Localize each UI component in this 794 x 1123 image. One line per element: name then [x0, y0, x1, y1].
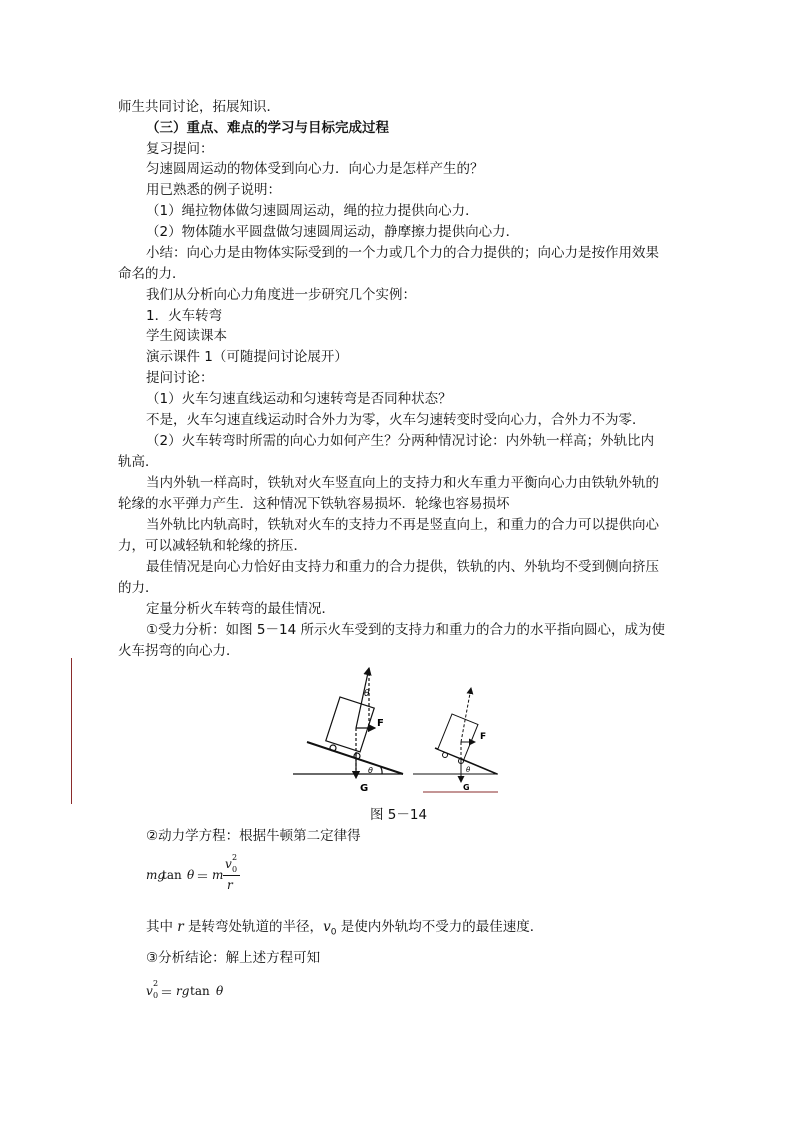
theta-label: θ — [368, 766, 373, 775]
theta-label: θ — [364, 689, 370, 699]
eq-numerator-v: v — [225, 857, 232, 871]
text-line: （1）绳拉物体做匀速圆周运动，绳的拉力提供向心力． — [146, 203, 479, 219]
force-label-G: G — [360, 783, 369, 794]
eq-lhs: mg — [146, 868, 166, 882]
text-span: 其中 — [146, 919, 178, 935]
text-line: ③分析结论：解上述方程可知 — [146, 950, 321, 966]
var-r: r — [177, 919, 184, 935]
force-label-F: F — [377, 718, 384, 729]
eq-theta: θ — [187, 868, 195, 882]
text-line: 用已熟悉的例子说明： — [146, 182, 281, 198]
train-turn-figure — [285, 660, 515, 800]
eq2-equals: ＝ — [160, 986, 174, 1001]
text-line: 力，可以减轻轨和轮缘的挤压． — [118, 538, 307, 554]
text-line: 提问讨论： — [146, 370, 214, 386]
text-line: ①受力分析：如图 5－14 所示火车受到的支持力和重力的合力的水平指向圆心，成为使 — [146, 622, 665, 638]
eq2-tan: tan — [190, 984, 210, 998]
eq2-sup: 2 — [153, 979, 159, 988]
theta-label: θ — [466, 766, 471, 774]
fraction-bar — [223, 875, 240, 876]
eq-m: m — [212, 868, 224, 882]
text-line: （2）火车转弯时所需的向心力如何产生？分两种情况讨论：内外轨一样高；外轨比内 — [146, 433, 655, 449]
text-line: 师生共同讨论，拓展知识． — [118, 99, 280, 115]
section-heading: （三）重点、难点的学习与目标完成过程 — [146, 120, 389, 136]
text-line: 复习提问： — [146, 141, 214, 157]
text-line: （1）火车匀速直线运动和匀速转弯是否同种状态？ — [146, 391, 452, 407]
margin-line — [71, 658, 72, 804]
text-line: 我们从分析向心力角度进一步研究几个实例： — [146, 287, 416, 303]
text-line: ②动力学方程：根据牛顿第二定律得 — [146, 828, 361, 844]
eq-numerator-sub: 0 — [232, 865, 238, 874]
text-line: 轮缘的水平弹力产生．这种情况下铁轨容易损坏．轮缘也容易损坏 — [118, 496, 510, 512]
eq2-theta: θ — [216, 984, 224, 998]
train-box — [326, 697, 374, 752]
text-span: 是转弯处轨道的半径， — [183, 919, 324, 935]
text-line: 学生阅读课本 — [146, 328, 227, 344]
text-line: 最佳情况是向心力恰好由支持力和重力的合力提供，铁轨的内、外轨均不受到侧向挤压 — [146, 559, 659, 575]
eq-numerator-sup: 2 — [232, 853, 238, 862]
text-line: 命名的力． — [118, 266, 186, 282]
text-line: 不是，火车匀速直线运动时合外力为零，火车匀速转变时受向心力，合外力不为零． — [146, 412, 646, 428]
left-diagram — [293, 668, 403, 778]
text-line: 轨高． — [118, 454, 159, 470]
text-line — [146, 917, 543, 943]
text-line: （2）物体随水平圆盘做匀速圆周运动，静摩擦力提供向心力． — [146, 224, 520, 240]
eq2-rg: rg — [176, 984, 190, 998]
text-line: 小结：向心力是由物体实际受到的一个力或几个力的合力提供的；向心力是按作用效果 — [146, 245, 659, 261]
text-span: 是使内外轨均不受力的最佳速度． — [336, 919, 544, 935]
text-line: 定量分析火车转弯的最佳情况． — [146, 601, 335, 617]
text-line: 匀速圆周运动的物体受到向心力．向心力是怎样产生的？ — [146, 161, 484, 177]
wheel — [443, 753, 448, 758]
text-line: 的力． — [118, 580, 159, 596]
text-line: 演示课件 1（可随提问讨论展开） — [146, 349, 348, 365]
eq-equals: ＝ — [196, 870, 210, 885]
text-line: 火车拐弯的向心力． — [118, 643, 240, 659]
figure-caption: 图 5－14 — [370, 807, 428, 823]
eq-tan: tan — [162, 868, 182, 882]
var-sub: 0 — [330, 927, 337, 938]
var-v: v — [323, 919, 331, 935]
eq2-sub: 0 — [153, 991, 159, 1000]
text-line: 当外轨比内轨高时，铁轨对火车的支持力不再是竖直向上，和重力的合力可以提供向心 — [146, 517, 659, 533]
force-label-G: G — [463, 783, 470, 792]
eq2-v: v — [146, 984, 153, 998]
text-line: 1．火车转弯 — [146, 308, 223, 324]
text-line: 当内外轨一样高时，铁轨对火车竖直向上的支持力和火车重力平衡向心力由铁轨外轨的 — [146, 475, 659, 491]
eq-denominator: r — [227, 878, 233, 892]
force-label-F: F — [480, 732, 487, 742]
